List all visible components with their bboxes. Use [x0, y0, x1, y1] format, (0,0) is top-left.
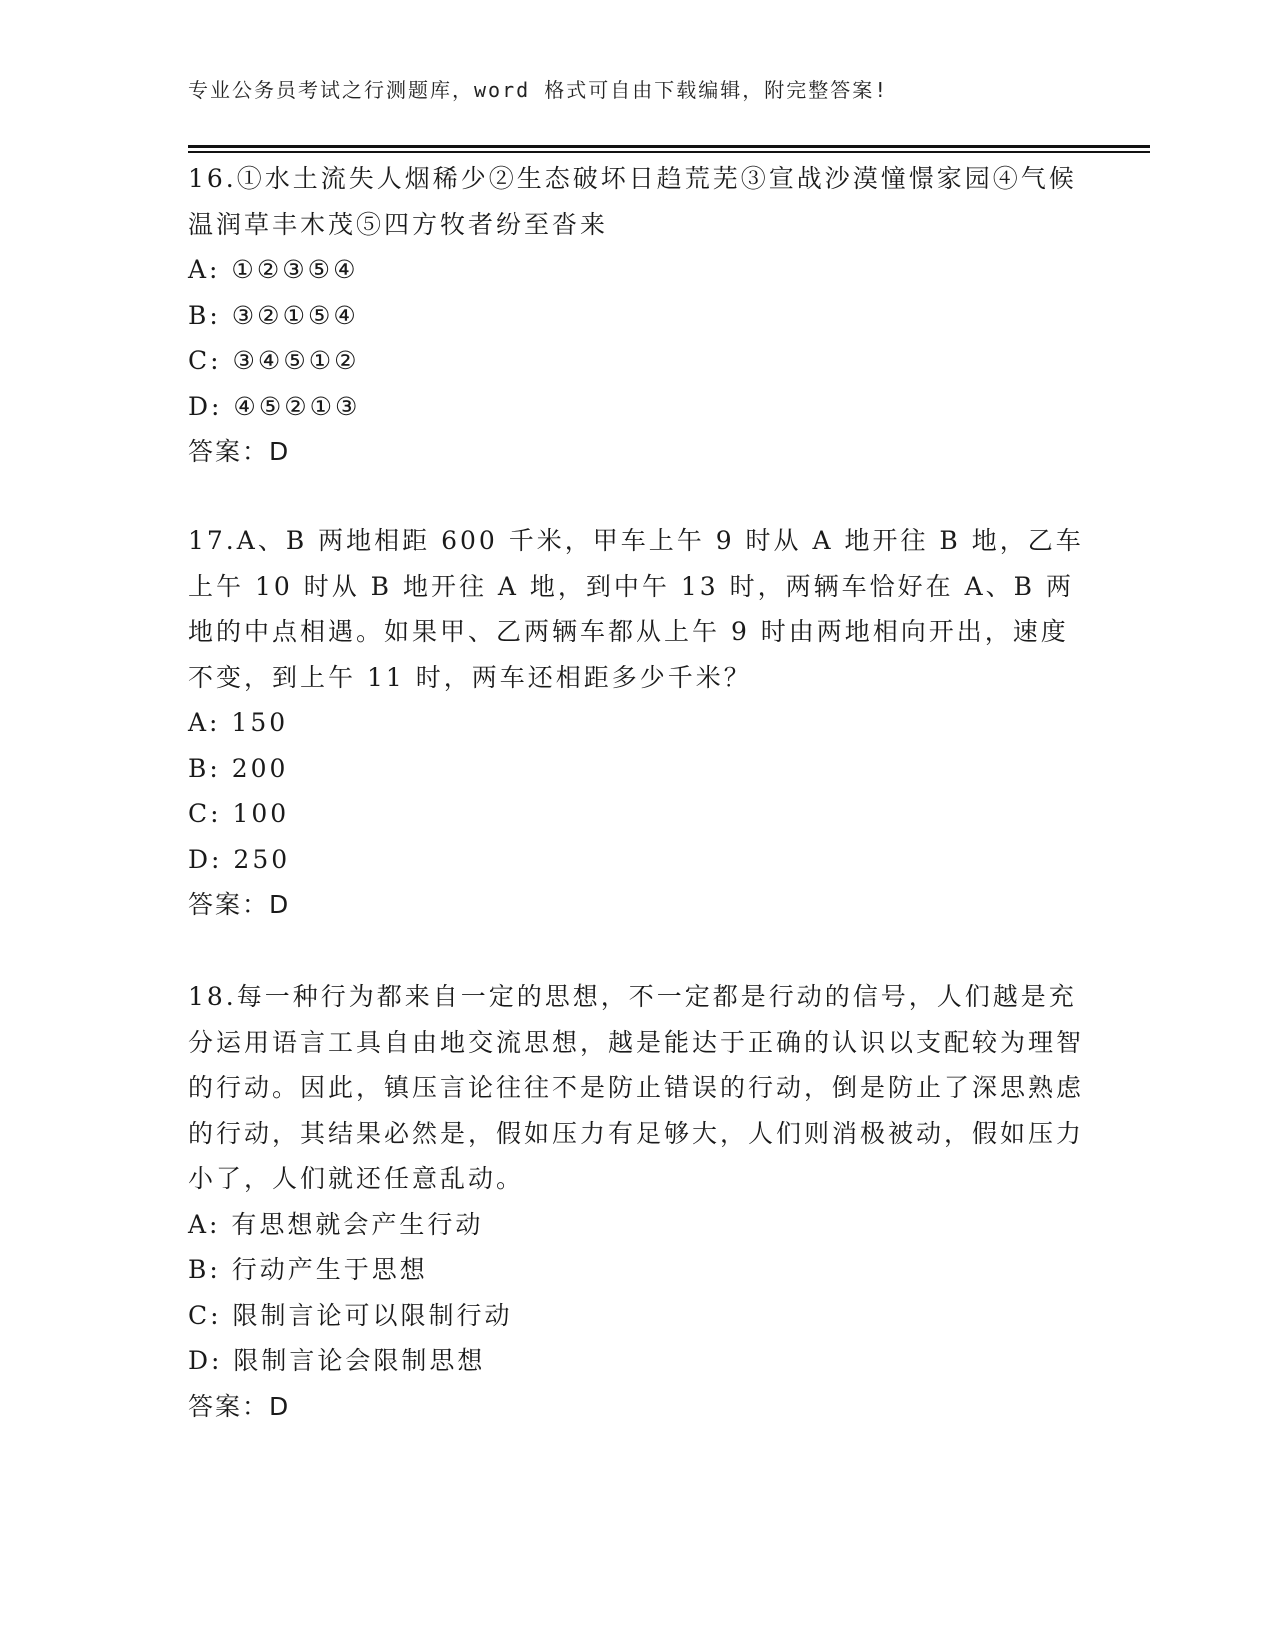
answer-line: 答案：D [188, 890, 291, 919]
page-header: 专业公务员考试之行测题库，word 格式可自由下载编辑，附完整答案! [188, 78, 889, 102]
option-c: C: ③④⑤①② [188, 346, 360, 375]
question-stem: 16.①水土流失人烟稀少②生态破坏日趋荒芜③宣战沙漠憧憬家园④气候温润草丰木茂⑤四方牧者纷至沓来 [188, 164, 1077, 239]
question-17 [188, 518, 1088, 928]
header-divider-thin [188, 151, 1150, 153]
header-divider-thick [188, 145, 1150, 148]
option-d: D: 限制言论会限制思想 [188, 1346, 486, 1375]
answer-line: 答案：D [188, 437, 291, 466]
question-16 [188, 156, 1088, 475]
option-a: A: 150 [188, 708, 289, 737]
question-stem: 17.A、B 两地相距 600 千米，甲车上午 9 时从 A 地开往 B 地，乙车上午 10 时从 B 地开往 A 地，到中午 13 时，两辆车恰好在 A、B 两地的中点相遇。如果甲、乙两辆车都从上午 9 时由两地相向开出，速度不变，到上午 11 时，两车还相距多少千米？ [188, 526, 1084, 692]
option-b: B: 200 [188, 753, 289, 783]
question-stem: 18.每一种行为都来自一定的思想，不一定都是行动的信号，人们越是充分运用语言工具自由地交流思想，越是能达于正确的认识以支配较为理智的行动。因此，镇压言论往往不是防止错误的行动，倒是防止了深思熟虑的行动，其结果必然是，假如压力有足够大，人们则消极被动，假如压力小了，人们就还任意乱动。 [188, 982, 1085, 1193]
option-d: D: ④⑤②①③ [188, 391, 361, 421]
option-b: B: 行动产生于思想 [188, 1255, 428, 1284]
option-b: B: ③②①⑤④ [188, 300, 359, 330]
option-c: C: 100 [188, 799, 290, 828]
option-d: D: 250 [188, 844, 291, 874]
option-a: A: 有思想就会产生行动 [188, 1209, 484, 1239]
answer-line: 答案：D [188, 1391, 291, 1421]
option-a: A: ①②③⑤④ [188, 255, 359, 284]
option-c: C: 限制言论可以限制行动 [188, 1300, 513, 1330]
question-18 [188, 974, 1088, 1429]
